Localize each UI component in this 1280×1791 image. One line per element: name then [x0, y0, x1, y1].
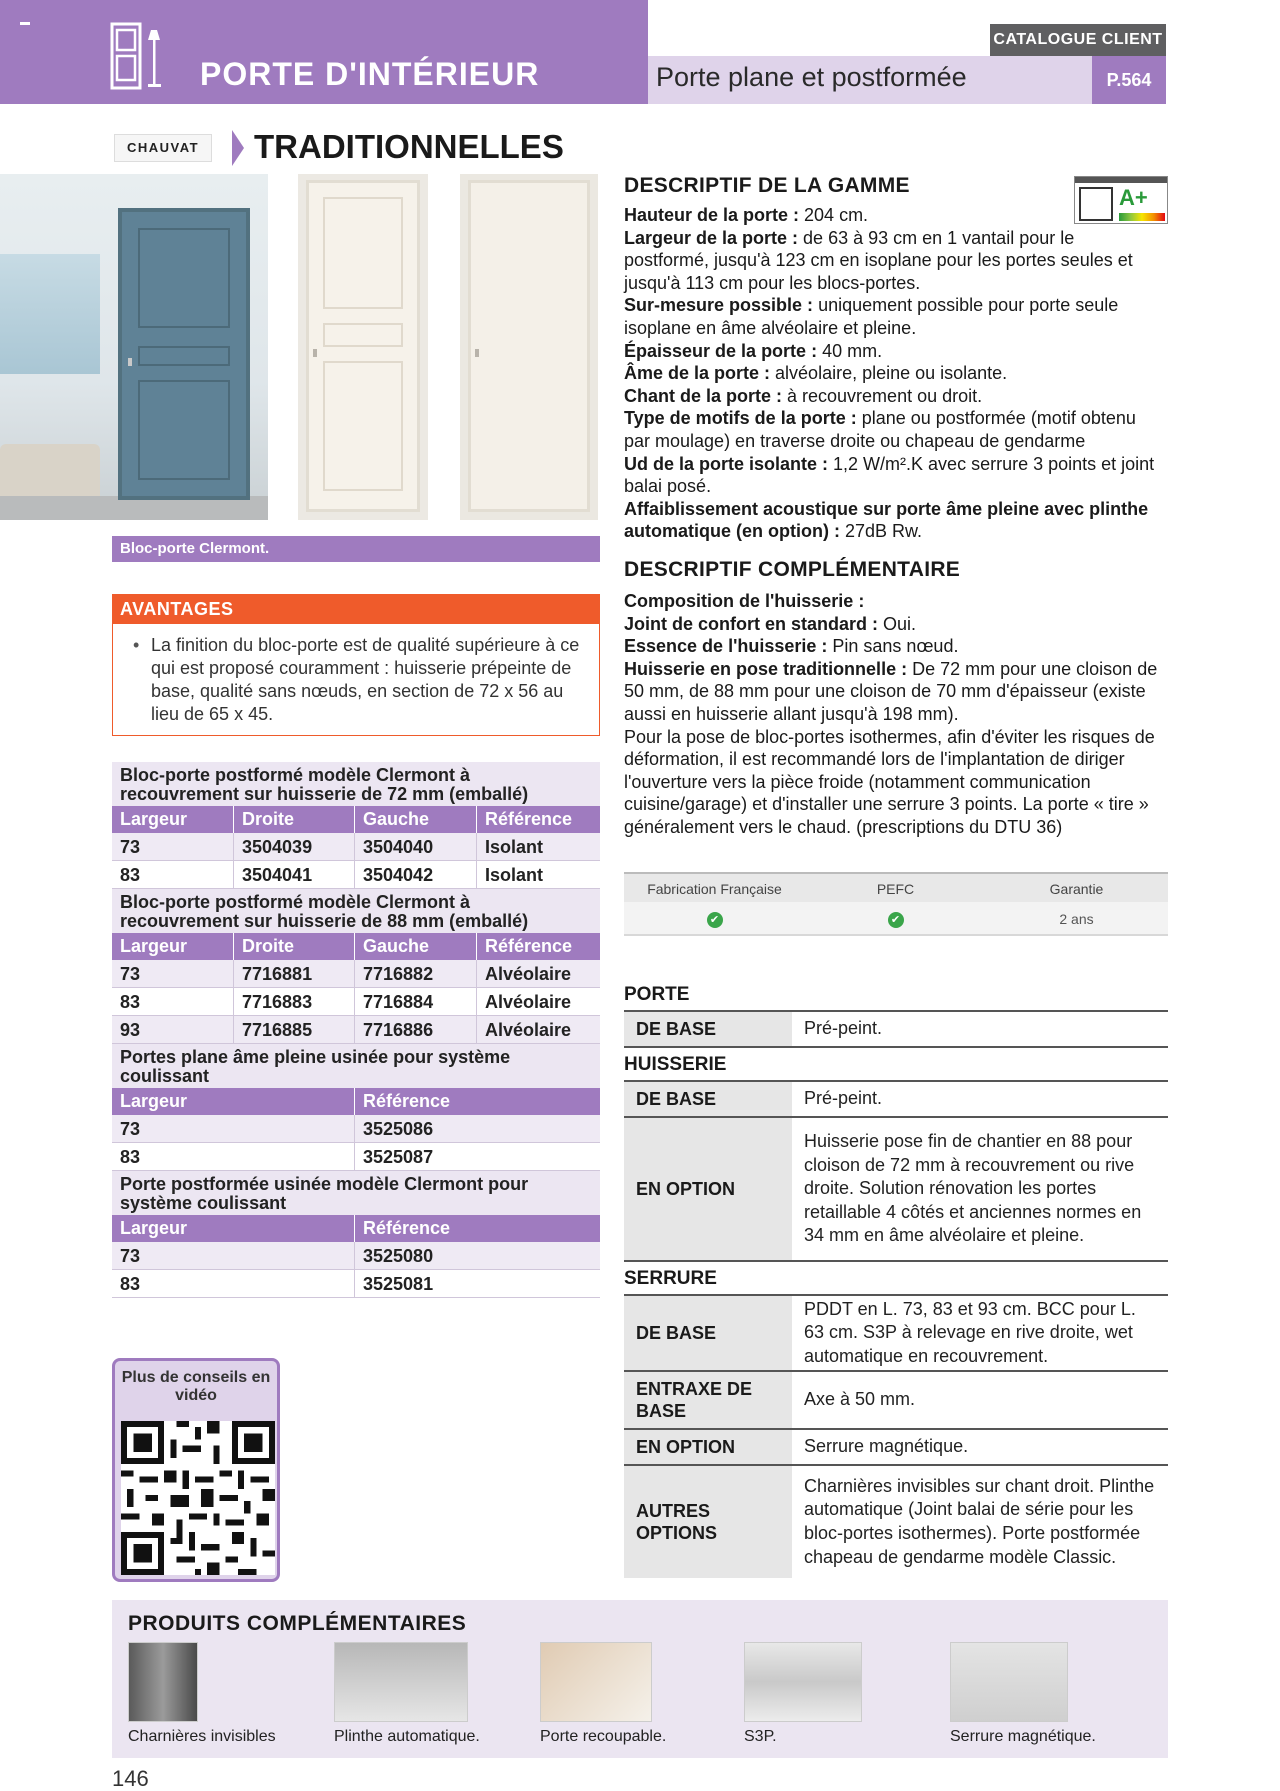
qr-label: Plus de conseils en vidéo [121, 1369, 271, 1404]
page-subtitle: Porte plane et postformée [656, 62, 967, 92]
cell: 73 [112, 833, 234, 860]
cell: 7716883 [234, 988, 355, 1015]
cell: 83 [112, 861, 234, 888]
table-row [112, 1115, 600, 1143]
descriptif-title: DESCRIPTIF DE LA GAMME [624, 174, 910, 197]
table-header [112, 933, 600, 960]
product-label[interactable]: Serrure magnétique. [950, 1728, 1096, 1745]
spec-row: EN OPTION Huisserie pose fin de chantier en 88 pour cloison de 72 mm à recouvrement ou rive droite. Solution rénovation les portes retaillable 4 côtés et anciennes normes en 34 mm en âme alvéolaire et pleine. [624, 1118, 1168, 1262]
product-label[interactable]: Plinthe automatique. [334, 1728, 480, 1745]
cell: 7716881 [234, 960, 355, 987]
table-row [112, 988, 600, 1016]
table-title: Bloc-porte postformé modèle Clermont à recouvrement sur huisserie de 72 mm (emballé) [112, 762, 600, 806]
cell: 7716885 [234, 1016, 355, 1043]
cell: 3525086 [363, 1119, 434, 1139]
chevron-right-icon [232, 130, 244, 166]
product-image-charnieres[interactable] [128, 1642, 198, 1722]
qr-code-icon[interactable] [121, 1421, 275, 1575]
spec-row: DE BASE Pré-peint. [624, 1012, 1168, 1048]
cell: 3525080 [363, 1246, 434, 1266]
spec-section: HUISSERIE [624, 1048, 1168, 1082]
cell: 83 [112, 1270, 355, 1297]
table-header [112, 806, 600, 833]
garantie-value: 2 ans [1059, 911, 1094, 927]
brand-logo: CHAUVAT [114, 134, 212, 162]
produits-title: PRODUITS COMPLÉMENTAIRES [128, 1612, 467, 1635]
check-icon: ✔ [707, 912, 723, 928]
cell: Alvéolaire [485, 964, 572, 984]
complementaire-title: DESCRIPTIF COMPLÉMENTAIRE [624, 558, 961, 581]
labels-header: Fabrication Française PEFC Garantie [624, 872, 1168, 902]
table-header [112, 1215, 600, 1242]
table-row [112, 960, 600, 988]
cell: 73 [112, 1115, 355, 1142]
cell: Isolant [485, 837, 544, 857]
cell: 3525087 [363, 1147, 434, 1167]
cell: 3504039 [234, 833, 355, 860]
cell: Alvéolaire [485, 1020, 572, 1040]
product-image-s3p[interactable] [744, 1642, 862, 1722]
spec-section: SERRURE [624, 1262, 1168, 1296]
spec-section: PORTE [624, 978, 1168, 1012]
table-row [112, 861, 600, 889]
col-header: Largeur [112, 933, 234, 960]
photo-plain-door [460, 174, 598, 520]
cell: 73 [112, 960, 234, 987]
cell: 73 [112, 1242, 355, 1269]
col-header: Référence [485, 809, 573, 829]
product-image-serrure[interactable] [950, 1642, 1068, 1722]
reference-tables [112, 762, 600, 1298]
col-header: Largeur [112, 1088, 355, 1115]
cell: 3504042 [355, 861, 477, 888]
product-image-plinthe[interactable] [334, 1642, 468, 1722]
avantages-text: • La finition du bloc-porte est de qualité supérieure à ce qui est proposé couramment : huisserie prépeinte de base, qualité sans nœuds, en section de 72 x 56 au lieu de 65 x 45. [133, 634, 589, 726]
catalogue-badge: CATALOGUE CLIENT [990, 24, 1166, 56]
section-title: TRADITIONNELLES [254, 128, 564, 165]
check-icon: ✔ [888, 912, 904, 928]
product-label[interactable]: Porte recoupable. [540, 1728, 667, 1745]
product-label[interactable]: Charnières invisibles [128, 1728, 276, 1745]
page-number: 146 [112, 1766, 149, 1791]
cell: 83 [112, 1143, 355, 1170]
spec-row: AUTRES OPTIONS Charnières invisibles sur chant droit. Plinthe automatique (Joint balai de série pour les bloc-portes isothermes). Porte postformée chapeau de gendarme modèle Classic. [624, 1466, 1168, 1578]
cell: 3504041 [234, 861, 355, 888]
col-header: Droite [234, 933, 355, 960]
cell: Isolant [485, 865, 544, 885]
cell: 3525081 [363, 1274, 434, 1294]
spec-row: ENTRAXE DE BASE Axe à 50 mm. [624, 1372, 1168, 1430]
col-header: Référence [363, 1218, 451, 1238]
qr-video-box[interactable] [112, 1358, 280, 1582]
col-header: Largeur [112, 806, 234, 833]
table-title: Bloc-porte postformé modèle Clermont à recouvrement sur huisserie de 88 mm (emballé) [112, 889, 600, 933]
cell: 7716886 [355, 1016, 477, 1043]
table-row [112, 1242, 600, 1270]
photo-white-door-panels [298, 174, 428, 520]
product-label[interactable]: S3P. [744, 1728, 777, 1745]
spec-row: DE BASE PDDT en L. 73, 83 et 93 cm. BCC pour L. 63 cm. S3P à relevage en rive droite, wet automatique en recouvrement. [624, 1296, 1168, 1372]
descriptif-complementaire [624, 558, 1168, 839]
energy-class: A+ [1119, 185, 1148, 210]
produits-complementaires [112, 1600, 1168, 1758]
table-row [112, 833, 600, 861]
col-header: Gauche [355, 806, 477, 833]
door-lamp-icon [110, 22, 166, 90]
col-header: Gauche [355, 933, 477, 960]
menu-dash [20, 22, 30, 25]
page-ref-badge: P.564 [1092, 56, 1166, 104]
table-row [112, 1143, 600, 1171]
avantages-title: AVANTAGES [112, 594, 600, 624]
cell: 83 [112, 988, 234, 1015]
cell: Alvéolaire [485, 992, 572, 1012]
product-image-porte-recoupable[interactable] [540, 1642, 652, 1722]
photo-blue-door [0, 174, 268, 520]
avantages-box [112, 624, 600, 736]
photo-caption: Bloc-porte Clermont. [112, 536, 600, 562]
descriptif-body: Hauteur de la porte : 204 cm. Largeur de la porte : de 63 à 93 cm en 1 vantail pour le postformé, jusqu'à 123 cm en isoplane pour les portes seules et jusqu'à 113 cm pour les blocs-portes. Sur-mesure possible : uniquement possible pour porte seule isoplane en âme alvéolaire et pleine. Épaisseur de la porte : 40 mm. Âme de la porte : alvéolaire, pleine ou isolante. Chant de la porte : à recouvrement ou droit. Type de motifs de la porte : plane ou postformée (motif obtenu par moulage) en traverse droite ou chapeau de gendarme Ud de la porte isolante : 1,2 W/m².K avec serrure 3 points et joint balai posé. Affaiblissement acoustique sur porte âme pleine avec plinthe automatique (en option) : 27dB Rw. [624, 205, 1155, 542]
cell: 3504040 [355, 833, 477, 860]
cell: 7716884 [355, 988, 477, 1015]
col-header: Référence [485, 936, 573, 956]
table-title: Porte postformée usinée modèle Clermont pour système coulissant [112, 1171, 600, 1215]
table-row [112, 1016, 600, 1044]
col-header: Largeur [112, 1215, 355, 1242]
spec-row: DE BASE Pré-peint. [624, 1082, 1168, 1118]
table-title: Portes plane âme pleine usinée pour système coulissant [112, 1044, 600, 1088]
page-title: PORTE D'INTÉRIEUR [200, 56, 540, 92]
cell: 7716882 [355, 960, 477, 987]
col-header: Droite [234, 806, 355, 833]
labels-row [624, 902, 1168, 936]
table-row [112, 1270, 600, 1298]
table-header [112, 1088, 600, 1115]
spec-row: EN OPTION Serrure magnétique. [624, 1430, 1168, 1466]
complementaire-body: Composition de l'huisserie : Joint de confort en standard : Oui. Essence de l'huisserie : Pin sans nœud. Huisserie en pose traditionnelle : De 72 mm pour une cloison de 50 mm, de 88 mm pour une cloison de 70 mm d'épaisseur (existe aussi en huisserie allant jusqu'à 198 mm). Pour la pose de bloc-portes isothermes, afin d'éviter les risques de déformation, il est recommandé lors de l'implantation de diriger l'ouverture vers la pièce froide (notamment communication cuisine/garage) et d'installer une serrure 3 points. La porte « tire » généralement vers le chaud. (prescriptions du DTU 36) [624, 591, 1158, 837]
spec-table [624, 978, 1168, 1578]
labels-table [624, 872, 1168, 936]
col-header: Référence [363, 1091, 451, 1111]
cell: 93 [112, 1016, 234, 1043]
descriptif-gamme [624, 174, 1168, 543]
